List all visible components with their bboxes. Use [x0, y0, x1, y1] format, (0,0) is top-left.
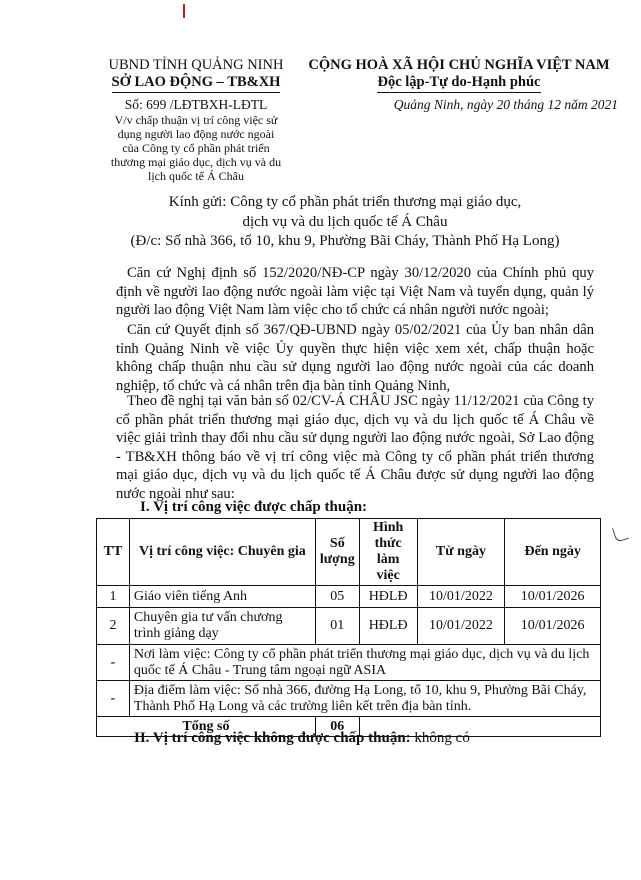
note-dash: -: [97, 645, 130, 681]
note-dash: -: [97, 681, 130, 717]
header-quantity: Số lượng: [315, 519, 359, 586]
red-mark: [183, 4, 185, 18]
cell-work-form: HĐLĐ: [359, 586, 417, 608]
paragraph-request: Theo đề nghị tại văn bản số 02/CV-Á CHÂU JSC ngày 11/12/2021 của Công ty cổ phần phát triển thương mại giáo dục, dịch vụ và du lịch quốc tế Á Châu về việc giải trình thay đổi nhu cầu sử dụng người lao động nước ngoài, Sở Lao động - TB&XH thông báo về vị trí công việc mà Công ty cổ phần phát triển thương mại giáo dục, dịch vụ và du lịch quốc tế Á Châu được sử dụng người lao động nước ngoài như sau:: [116, 393, 594, 502]
cell-work-form: HĐLĐ: [359, 608, 417, 645]
cell-to-date: 10/01/2026: [505, 608, 601, 645]
cell-position: Chuyên gia tư vấn chương trình giảng dạy: [129, 608, 315, 645]
national-motto-block: [300, 57, 618, 93]
cell-to-date: 10/01/2026: [505, 586, 601, 608]
recipient-block: [110, 193, 580, 252]
cell-tt: 1: [97, 586, 130, 608]
header-work-form: Hình thức làm việc: [359, 519, 417, 586]
total-label: Tổng số: [97, 717, 316, 737]
header-to-date: Đến ngày: [505, 519, 601, 586]
document-subject: V/v chấp thuận vị trí công việc sử dụng người lao động nước ngoài của Công ty cổ phần phát triển thương mại giáo dục, dịch vụ và du lịch quốc tế Á Châu: [110, 113, 282, 183]
recipient-line-1: Kính gửi: Công ty cổ phần phát triển thương mại giáo dục,: [168, 194, 522, 210]
section-approved-heading: I. Vị trí công việc được chấp thuận:: [140, 499, 368, 515]
cell-from-date: 10/01/2022: [417, 586, 505, 608]
motto: Độc lập-Tự do-Hạnh phúc: [377, 74, 540, 93]
cell-from-date: 10/01/2022: [417, 608, 505, 645]
issuer-block: [108, 57, 284, 93]
paragraph-legal-basis-1: Căn cứ Nghị định số 152/2020/NĐ-CP ngày 30/12/2020 của Chính phủ quy định về người lao động nước ngoài làm việc tại Việt Nam và tuyển dụng, quản lý người lao động Việt Nam làm việc cho tổ chức cá nhân người nước ngoài;: [116, 265, 594, 319]
total-value: 06: [315, 717, 359, 737]
recipient-line-2: dịch vụ và du lịch quốc tế Á Châu: [242, 213, 448, 230]
section-not-approved-heading: II. Vị trí công việc không được chấp thuận:: [134, 730, 411, 746]
recipient-address: (Đ/c: Số nhà 366, tổ 10, khu 9, Phường Bãi Cháy, Thành Phố Hạ Long): [130, 233, 560, 249]
workplace-note: Nơi làm việc: Công ty cổ phần phát triển thương mại giáo dục, dịch vụ và du lịch quốc tế Á Châu - Trung tâm ngoại ngữ ASIA: [129, 645, 600, 681]
table-note-row: [97, 645, 601, 681]
issuer-department: SỞ LAO ĐỘNG – TB&XH: [112, 74, 281, 93]
location-note: Địa điểm làm việc: Số nhà 366, đường Hạ Long, tổ 10, khu 9, Phường Bãi Cháy, Thành Phố Hạ Long và các trường liên kết trên địa bàn tỉnh.: [129, 681, 600, 717]
cell-tt: 2: [97, 608, 130, 645]
table-row: [97, 586, 601, 608]
document-number: Số: 699 /LĐTBXH-LĐTL: [124, 97, 268, 112]
cell-quantity: 05: [315, 586, 359, 608]
table-note-row: [97, 681, 601, 717]
section-not-approved: [134, 730, 470, 747]
country-title: CỘNG HOÀ XÃ HỘI CHỦ NGHĨA VIỆT NAM: [308, 57, 610, 73]
header-from-date: Từ ngày: [417, 519, 505, 586]
issue-date: Quảng Ninh, ngày 20 tháng 12 năm 2021: [393, 97, 618, 112]
pen-mark: [612, 524, 629, 542]
table-header-row: [97, 519, 601, 586]
issuer-province: UBND TỈNH QUẢNG NINH: [108, 57, 284, 73]
approved-positions-table: [96, 518, 601, 737]
header-position: Vị trí công việc: Chuyên gia: [129, 519, 315, 586]
section-not-approved-value: không có: [410, 730, 470, 746]
header-tt: TT: [97, 519, 130, 586]
cell-position: Giáo viên tiếng Anh: [129, 586, 315, 608]
table-row: [97, 608, 601, 645]
cell-quantity: 01: [315, 608, 359, 645]
paragraph-legal-basis-2: Căn cứ Quyết định số 367/QĐ-UBND ngày 05/02/2021 của Ủy ban nhân dân tỉnh Quảng Ninh về việc Ủy quyền thực hiện việc xem xét, chấp thuận hoặc không chấp thuận nhu cầu sử dụng người lao động nước ngoài của các doanh nghiệp, tổ chức và cá nhân trên địa bàn tỉnh Quảng Ninh,: [116, 322, 594, 394]
